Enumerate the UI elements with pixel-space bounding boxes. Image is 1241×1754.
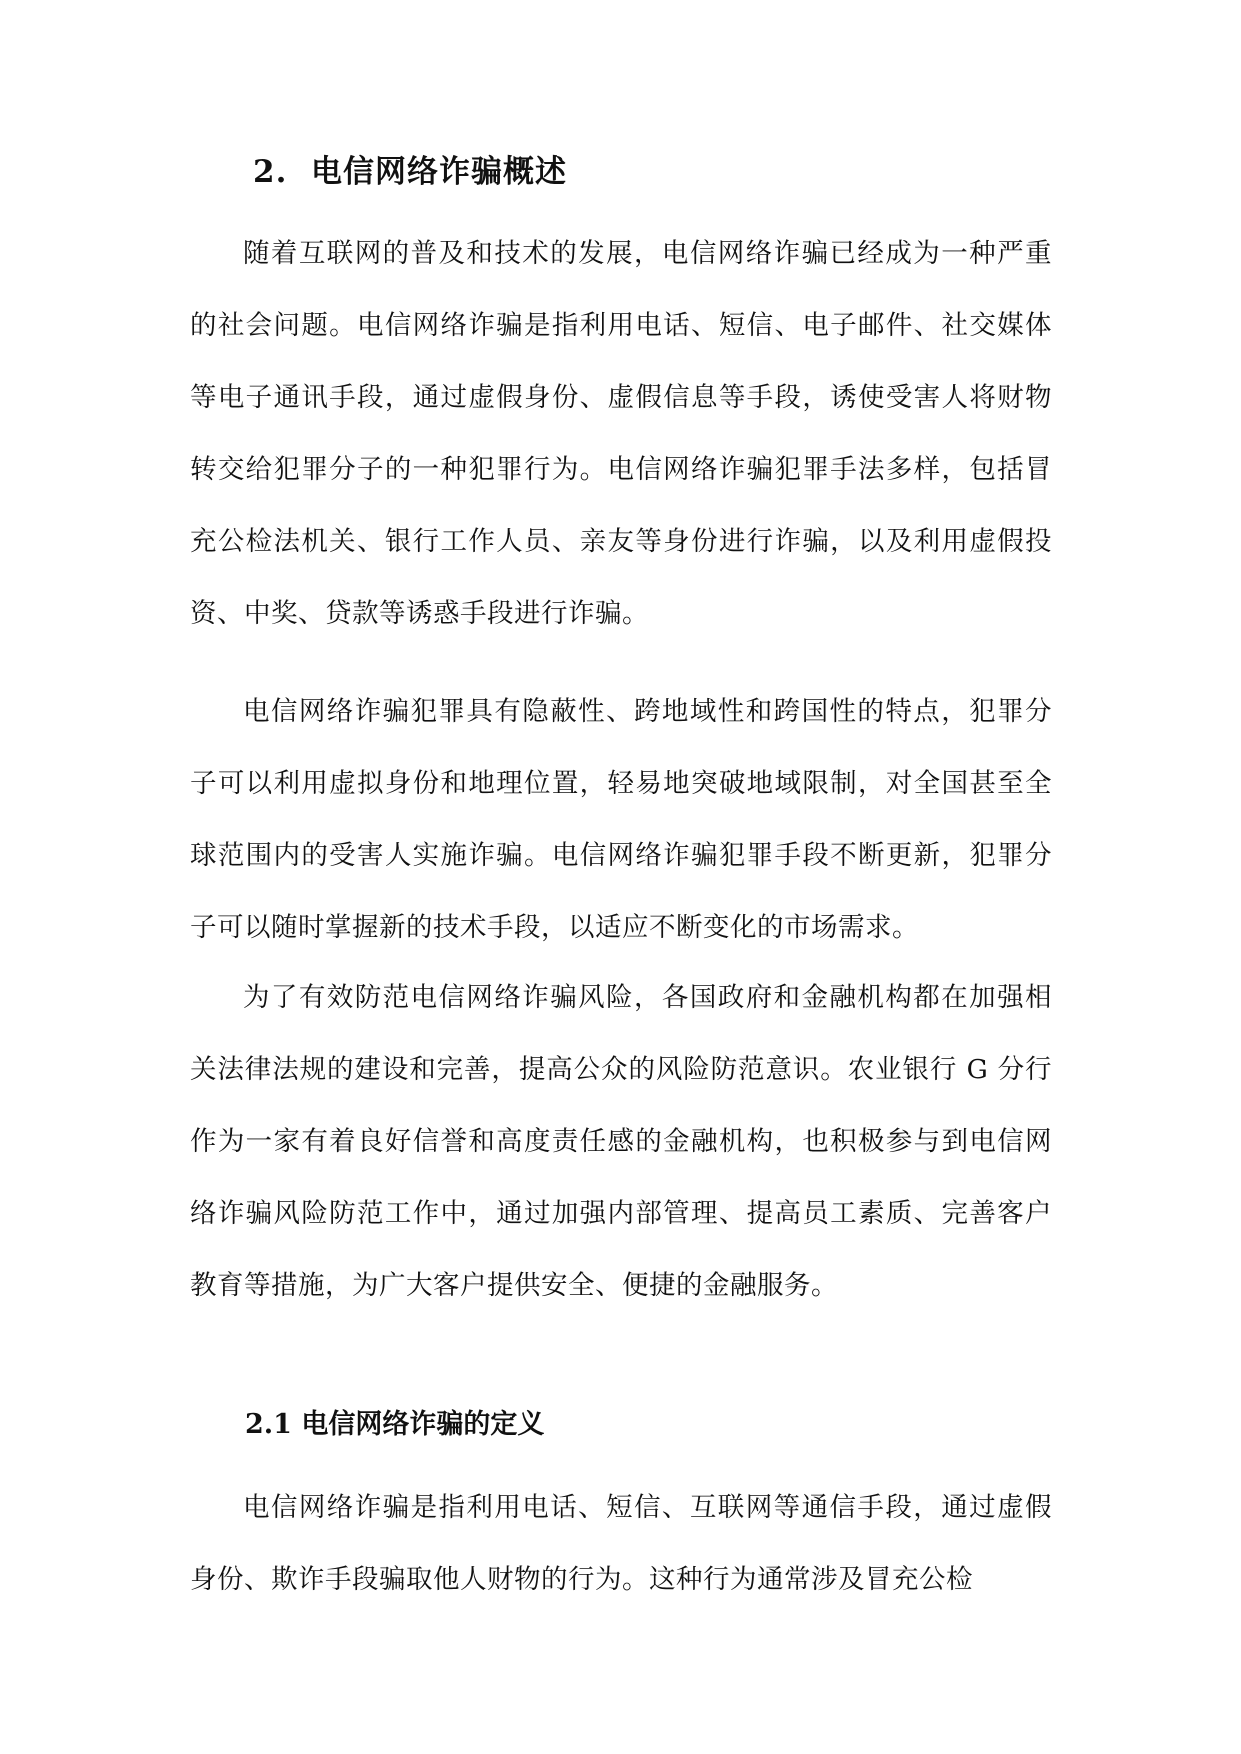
paragraph-2: 电信网络诈骗犯罪具有隐蔽性、跨地域性和跨国性的特点，犯罪分子可以利用虚拟身份和地理位置，轻易地突破地域限制，对全国甚至全球范围内的受害人实施诈骗。电信网络诈骗犯罪手段不断更新，犯罪分子可以随时掌握新的技术手段，以适应不断变化的市场需求。 bbox=[190, 696, 1052, 943]
subsection-number: 2.1 bbox=[245, 1409, 292, 1440]
subsection-heading bbox=[245, 1405, 544, 1445]
subsection-title: 电信网络诈骗的定义 bbox=[301, 1409, 545, 1440]
section-title: 电信网络诈骗概述 bbox=[310, 154, 567, 190]
paragraph-1: 随着互联网的普及和技术的发展，电信网络诈骗已经成为一种严重的社会问题。电信网络诈骗是指利用电话、短信、电子邮件、社交媒体等电子通讯手段，通过虚假身份、虚假信息等手段，诱使受害人将财物转交给犯罪分子的一种犯罪行为。电信网络诈骗犯罪手法多样，包括冒充公检法机关、银行工作人员、亲友等身份进行诈骗，以及利用虚假投资、中奖、贷款等诱惑手段进行诈骗。 bbox=[190, 238, 1052, 629]
paragraph-3: 为了有效防范电信网络诈骗风险，各国政府和金融机构都在加强相关法律法规的建设和完善，提高公众的风险防范意识。农业银行 G 分行作为一家有着良好信誉和高度责任感的金融机构，也积极参与到电信网络诈骗风险防范工作中，通过加强内部管理、提高员工素质、完善客户教育等措施，为广大客户提供安全、便捷的金融服务。 bbox=[190, 982, 1052, 1301]
section-number: 2. bbox=[253, 154, 288, 190]
subsection-paragraph: 电信网络诈骗是指利用电话、短信、互联网等通信手段，通过虚假身份、欺诈手段骗取他人财物的行为。这种行为通常涉及冒充公检 bbox=[190, 1492, 1052, 1595]
section-heading bbox=[253, 150, 567, 194]
